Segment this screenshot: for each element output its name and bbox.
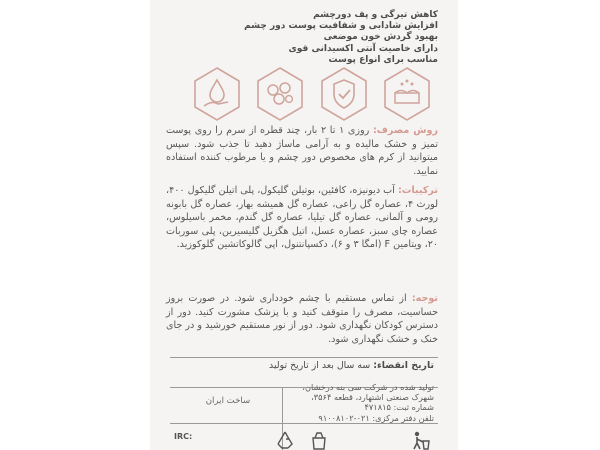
shield-check-icon: [319, 66, 369, 122]
manufacturer-line: تولید شده در شرکت سی بنه درخشان،: [302, 382, 434, 392]
benefits-list: [166, 10, 438, 66]
usage-text: روزی ۱ تا ۲ بار، چند قطره از سرم را روی پوست تمیز و خشک مالیده و به آرامی ماساژ دهید تا جذب شود. سپس میتوانید از کرم های مخصوص دور چشم و یا مرطوب کننده استفاده نمایید.: [166, 125, 438, 177]
caution-heading: توجه:: [411, 293, 438, 304]
benefit-item: بهبود گردش خون موضعی: [323, 32, 438, 43]
recycle-icon: [274, 430, 296, 450]
benefit-item: مناسب برای انواع پوست: [328, 54, 438, 65]
usage-heading: روش مصرف:: [372, 125, 438, 136]
manufacturer-line: شهرک صنعتی اشتهارد، قطعه ۳۵۶۴،: [311, 392, 434, 403]
expiry-value: سه سال بعد از تاریخ تولید: [269, 360, 374, 371]
expiry-label: تاریخ انقضاء:: [373, 360, 434, 371]
droplet-hand-icon: [192, 66, 242, 122]
usage-paragraph: [166, 124, 438, 178]
divider: [170, 357, 438, 358]
made-in-iran: ساخت ایران: [205, 396, 251, 406]
tidyman-icon: [410, 430, 432, 450]
irc-label: IRC:: [174, 432, 193, 441]
manufacturer-line: شماره ثبت: ۴۷۱۸۱۵: [364, 402, 434, 413]
ingredients-heading: ترکیبات:: [397, 185, 438, 196]
benefit-item: افزایش شادابی و شفافیت پوست دور چشم: [244, 21, 438, 32]
manufacturer-line: تلفن دفتر مرکزی: ۰۲۱-۹۱۰۰۸۱۰۲: [318, 412, 434, 423]
divider: [170, 423, 438, 424]
benefit-item: کاهش تیرگی و پف دورچشم: [313, 10, 438, 20]
feature-icons: [192, 66, 432, 122]
product-label: [150, 0, 458, 450]
background-left: [0, 0, 150, 450]
manufacturer-info: [286, 382, 434, 423]
benefit-item: دارای خاصیت آنتی اکسیدانی قوی: [288, 43, 438, 54]
caution-text: از تماس مستقیم با چشم خودداری شود. در صورت بروز حساسیت، مصرف را متوقف کنید و با پزشک مشورت کنید. دور از دسترس کودکان نگهداری شود. دور از نور مستقیم خورشید و در جای خنک و خشک نگهداری شود.: [166, 293, 438, 345]
expiry-line: [170, 360, 434, 371]
skin-layers-icon: [382, 66, 432, 122]
caution-paragraph: [166, 292, 438, 346]
background-right: [458, 0, 600, 450]
ingredients-paragraph: [166, 184, 438, 252]
ingredients-text: آب دیونیزه، کافئین، بوتیلن گلیکول، پلی اتیلن گلیکول ۴۰۰، لورث ۴، عصاره گل راعی، عصاره گل همیشه بهار، عصاره گل بابونه رومی و آلمانی، عصاره گل تیلیا، عصاره گل گندم، مخمر باسیلوس، عصاره چای سبز، عصاره عسل، اتیل هگزیل گلیسیرین، پلی سوربات ۲۰، ویتامین F (امگا ۳ و ۶)، دکسپانتنول، اپی گالوکاتشین گلوکوزید.: [166, 185, 438, 251]
expiry-jar-icon: [308, 430, 330, 450]
molecule-cells-icon: [255, 66, 305, 122]
